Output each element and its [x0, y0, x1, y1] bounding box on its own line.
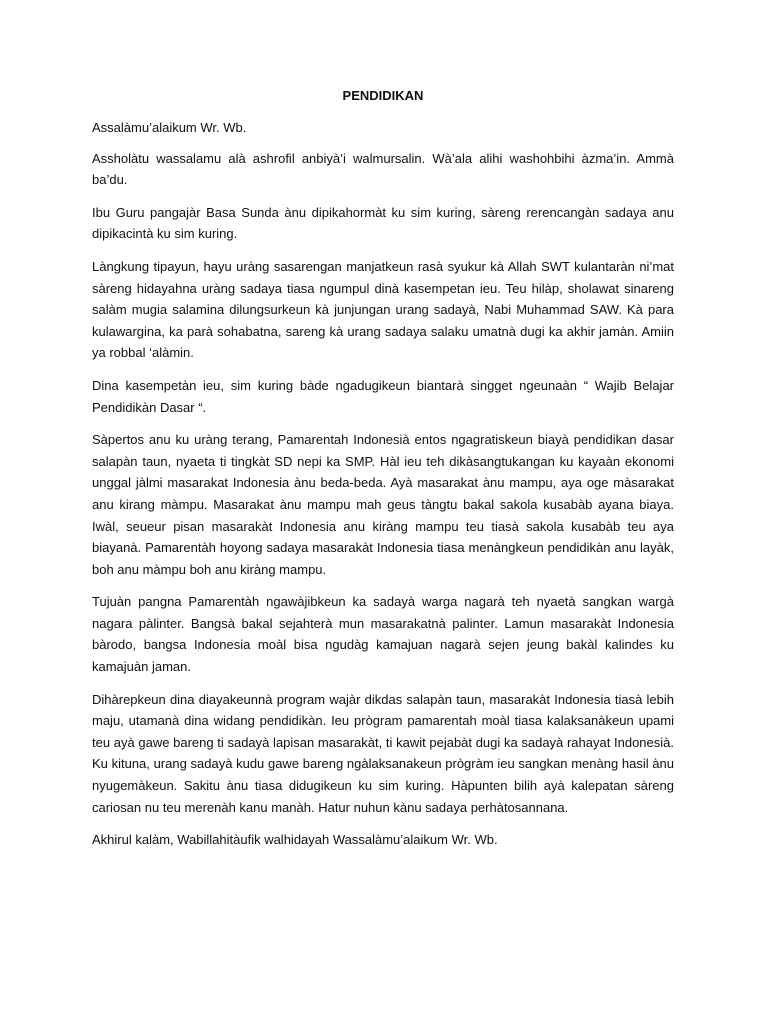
document-page [92, 86, 674, 862]
paragraph-address: Ibu Guru pangajàr Basa Sunda ànu dipikahormàt ku sim kuring, sàreng rerencangàn sadaya anu dipikacintà ku sim kuring. [92, 204, 674, 242]
paragraph-background: Sàpertos anu ku uràng terang, Pamarentah Indonesià entos ngagratiskeun biayà pendidikan dasar salapàn taun, nyaeta ti tingkàt SD nepi ka SMP. Hàl ieu teh dikàsangtukangan ku kayaàn ekonomi unggal jàlmi masarakat Indonesia ànu beda-beda. Ayà masarakat ànu mampu, aya oge màsarakat anu kirang màmpu. Masarakat ànu mampu mah geus tàngtu bakal sakola kusabàb ayana biaya. Iwàl, seueur pisan masarakàt Indonesia anu kiràng mampu teu tiasà sakola kusabàb teu aya biayanà. Pamarentàh hoyong sadaya masarakàt Indonesia tiasa menàngkeun pendidikàn anu layàk, boh anu màmpu boh anu kiràng mampu. [92, 432, 674, 577]
paragraph-hope: Dihàrepkeun dina diayakeunnà program wajàr dikdas salapàn taun, masarakàt Indonesia tiasà lebih maju, utamanà dina widang pendidikàn. Ieu prògram pamarentah moàl tiasa kalaksanàkeun upami teu ayà gawe bareng ti sadayà lapisan masarakàt, ti kawit pejabàt dugi ka sadayà rahayat Indonesià. Ku kituna, urang sadayà kudu gawe bareng ngàlaksanakeun prògràm ieu sangkan menàng hasil ànu nyugemàkeun. Sakitu ànu tiasa didugikeun ku sim kuring. Hàpunten bilih ayà kalepatan sàreng cariosan nu teu merenàh kanu manàh. Hatur nuhun kànu sadaya perhàtosannana. [92, 691, 674, 815]
paragraph-topic: Dina kasempetàn ieu, sim kuring bàde ngadugikeun biantarà singget ngeunaàn “ Wajib Belajar Pendidikàn Dasar “. [92, 377, 674, 415]
paragraph-salawat: Assholàtu wassalamu alà ashrofil anbiyà’i walmursalin. Wà’ala alihi washohbihi àzma’in. Ammà ba’du. [92, 150, 674, 188]
paragraph-opening-greeting: Assalàmu’alaikum Wr. Wb. [92, 120, 247, 135]
paragraph-closing: Akhirul kalàm, Wabillahitàufik walhidayah Wassalàmu’alaikum Wr. Wb. [92, 832, 498, 848]
paragraph-purpose: Tujuàn pangna Pamarentàh ngawàjibkeun ka sadayà warga nagarà teh nyaetà sangkan wargà nagara pàlinter. Bangsà bakal sejahterà mun masarakatnà palinter. Lamun masarakàt Indonesia bàrodo, bangsa Indonesia moàl bisa ngudàg kamajuan nagarà sejen jeung bakàl kalindes ku kamajuàn jaman. [92, 594, 674, 675]
document-title: PENDIDIKAN [342, 88, 424, 103]
paragraph-gratitude: Làngkung tipayun, hayu uràng sasarengan manjatkeun rasà syukur kà Allah SWT kulantaràn ni’mat sàreng hidayahna uràng sadaya tiasa ngumpul dinà kasempetan ieu. Teu hilàp, sholawat sinareng salàm mugia salamina dilungsurkeun kà junjungan urang sadayà, Nabi Muhammad SAW. Kà para kulawargina, ka parà sohabatna, sareng kà urang sadaya salaku umatnà dugi ka akhir jamàn. Amiin ya robbal ‘alàmin. [92, 258, 674, 361]
